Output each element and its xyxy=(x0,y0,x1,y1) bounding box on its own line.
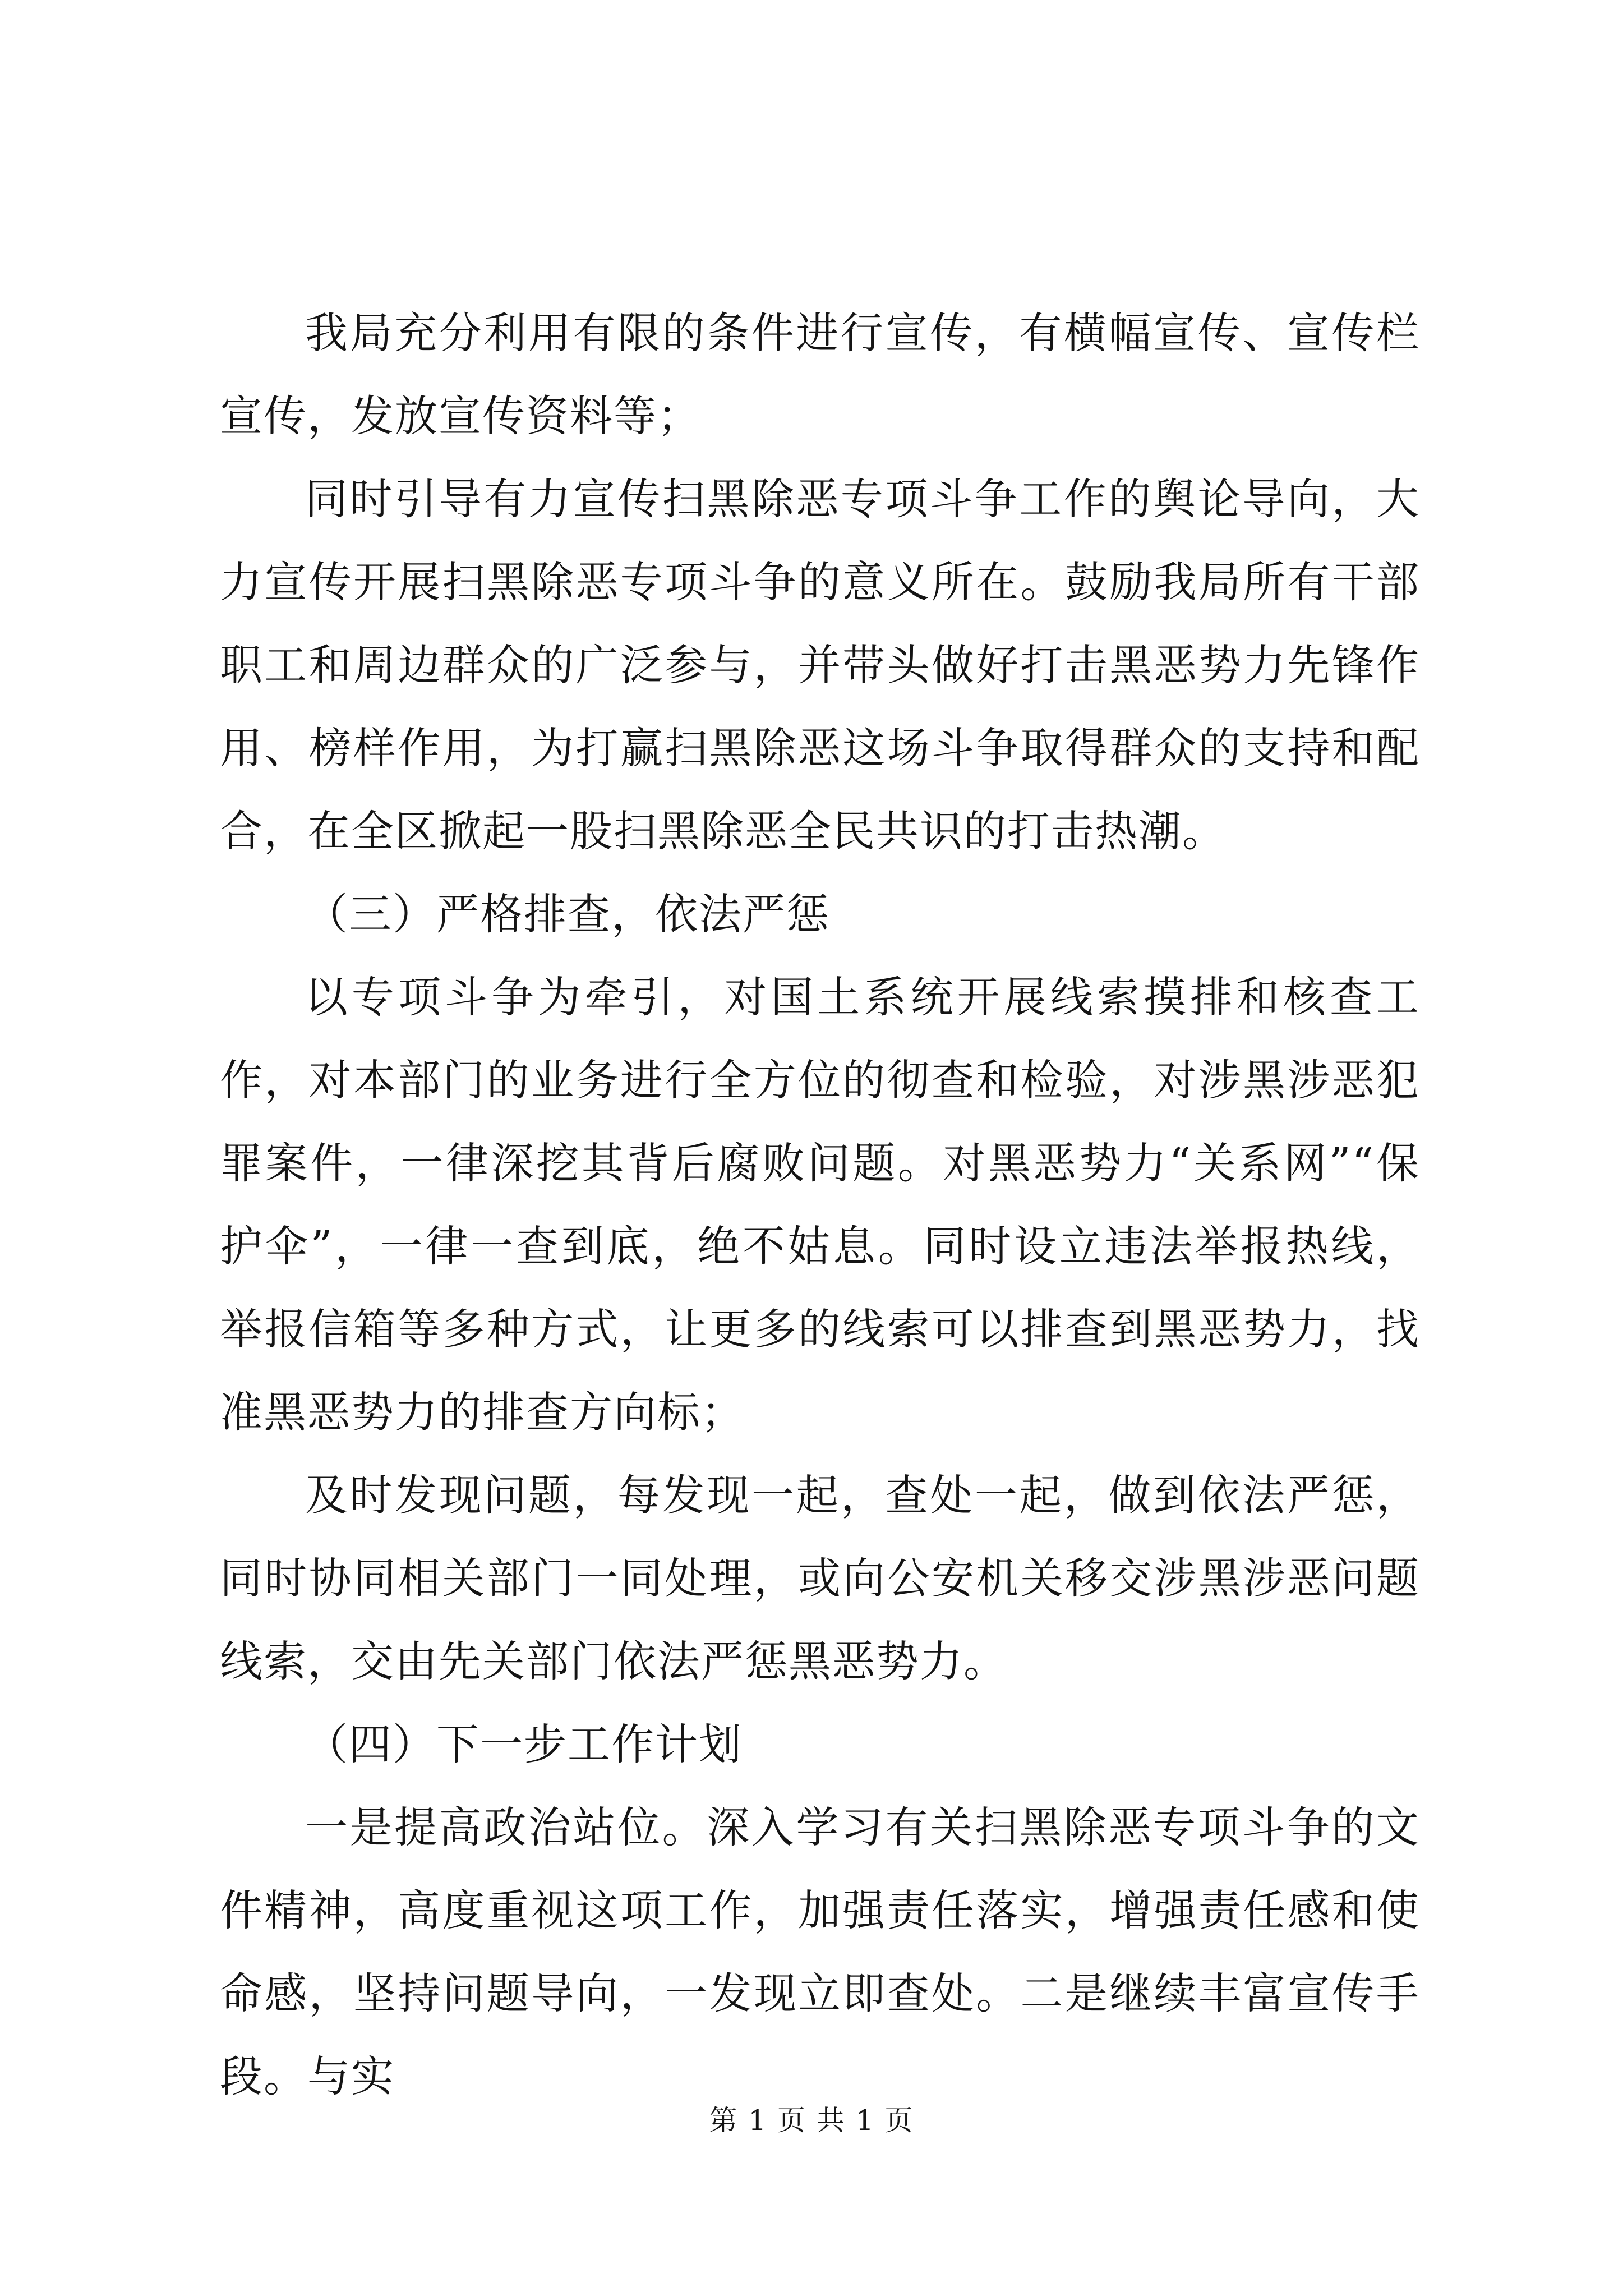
paragraph-clue-investigation: 以专项斗争为牵引，对国土系统开展线索摸排和核查工作，对本部门的业务进行全方位的彻查和检验，对涉黑涉恶犯罪案件，一律深挖其背后腐败问题。对黑恶势力“关系网”“保护伞”，一律一查到底，绝不姑息。同时设立违法举报热线，举报信箱等多种方式，让更多的线索可以排查到黑恶势力，找准黑恶势力的排查方向标； xyxy=(220,972,1420,1437)
paragraph-timely-handling: 及时发现问题，每发现一起，查处一起，做到依法严惩，同时协同相关部门一同处理，或向公安机关移交涉黑涉恶问题线索，交由先关部门依法严惩黑恶势力。 xyxy=(220,1470,1420,1686)
paragraph-work-plan: 一是提高政治站位。深入学习有关扫黑除恶专项斗争的文件精神，高度重视这项工作，加强责任落实，增强责任感和使命感，坚持问题导向，一发现立即查处。二是继续丰富宣传手段。与实 xyxy=(220,1802,1420,2101)
page-footer: 第 1 页 共 1 页 xyxy=(709,2104,914,2137)
document-body xyxy=(220,292,1420,2118)
section-heading-strict-investigation: （三）严格排查，依法严惩 xyxy=(305,889,830,939)
paragraph-public-opinion-guidance: 同时引导有力宣传扫黑除恶专项斗争工作的舆论导向，大力宣传开展扫黑除恶专项斗争的意义所在。鼓励我局所有干部职工和周边群众的广泛参与，并带头做好打击黑恶势力先锋作用、榜样作用，为打赢扫黑除恶这场斗争取得群众的支持和配合，在全区掀起一股扫黑除恶全民共识的打击热潮。 xyxy=(220,474,1420,856)
paragraph-publicity-methods: 我局充分利用有限的条件进行宣传，有横幅宣传、宣传栏宣传，发放宣传资料等； xyxy=(220,308,1420,441)
section-heading-next-steps: （四）下一步工作计划 xyxy=(305,1719,743,1769)
